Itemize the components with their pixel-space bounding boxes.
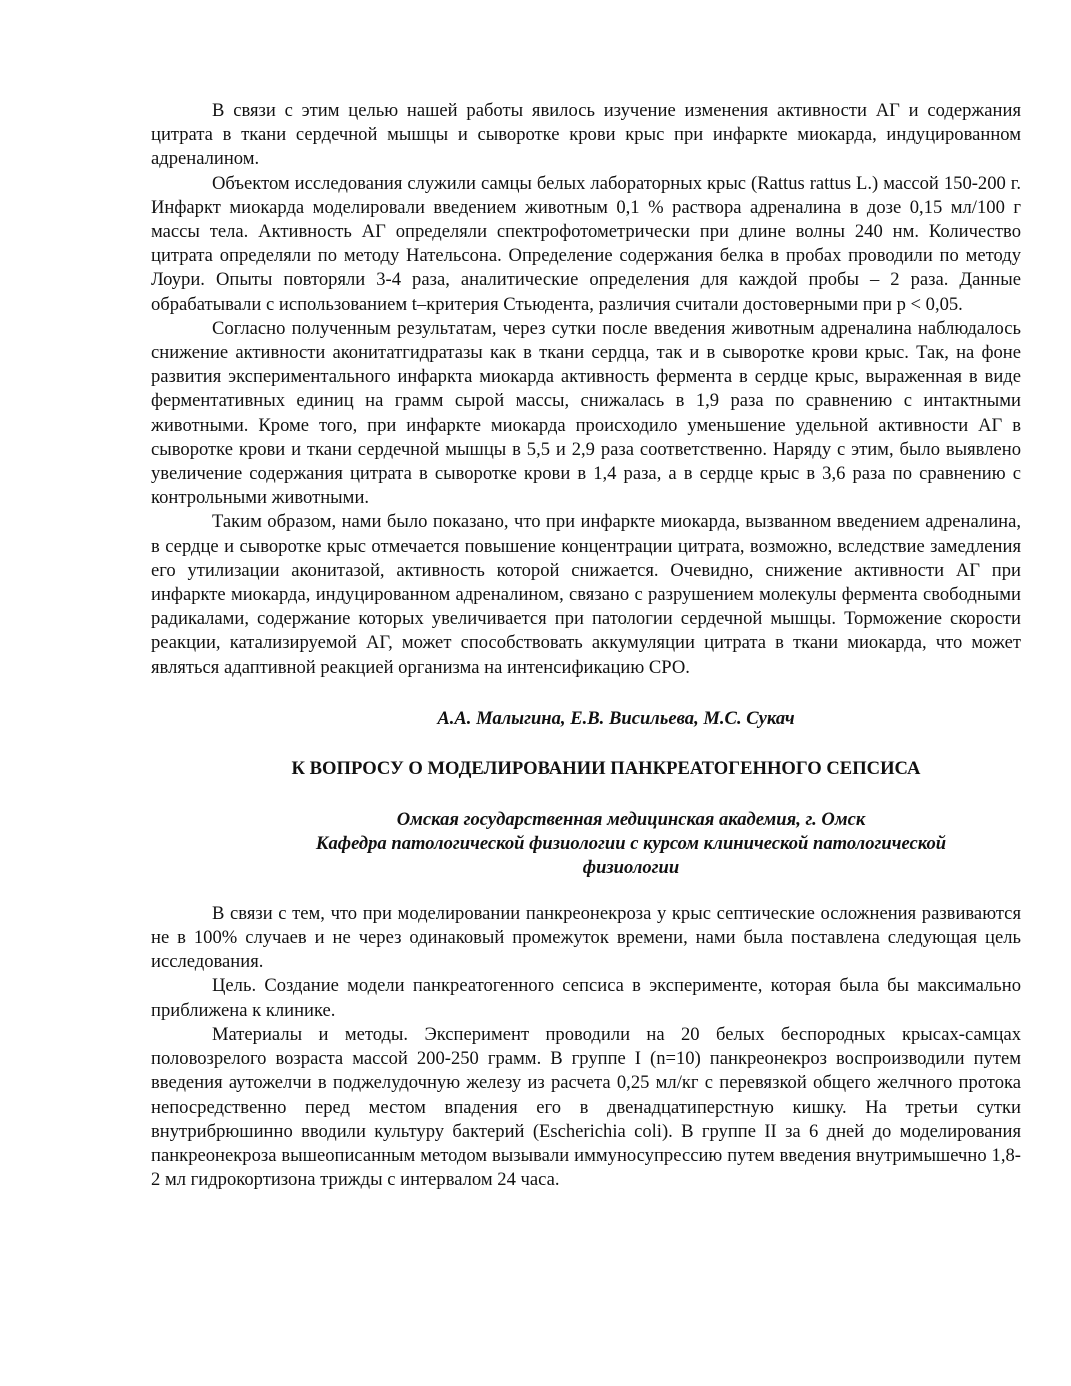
affiliation-department: Кафедра патологической физиологии с курсом клинической патологической	[315, 832, 947, 854]
paragraph-methods: Объектом исследования служили самцы белых лабораторных крыс (Rattus rattus L.) массой 150-200 г. Инфаркт миокарда моделировали введением животным 0,1 % раствора адреналина в дозе 0,15 мл/100 г массы тела. Активность АГ определяли спектрофотометрически при длине волны 240 нм. Количество цитрата определяли по методу Нательсона. Определение содержания белка в пробах проводили по методу Лоури. Опыты повторяли 3-4 раза, аналитические определения для каждой пробы – 2 раза. Данные обрабатывали с использованием t–критерия Стьюдента, различия считали достоверными при p < 0,05.	[151, 172, 1021, 315]
affiliation-department-cont: физиологии	[582, 856, 680, 878]
paragraph-results: Согласно полученным результатам, через сутки после введения животным адреналина наблюдалось снижение активности аконитатгидратазы как в ткани сердца, так и в сыворотке крови крыс. Так, на фоне развития экспериментального инфаркта миокарда активность фермента в сердце крыс, выраженная в виде ферментативных единиц на грамм сырой массы, снижалась в 1,9 раза по сравнению с интактными животными. Кроме того, при инфаркте миокарда происходило уменьшение удельной активности АГ в сыворотке крови и ткани сердечной мышцы в 5,5 и 2,9 раза соответственно. Наряду с этим, было выявлено увеличение содержания цитрата в сыворотке крови в 1,4 раза, а в сердце крыс в 3,6 раза по сравнению с контрольными животными.	[151, 317, 1021, 509]
article-title: К ВОПРОСУ О МОДЕЛИРОВАНИИ ПАНКРЕАТОГЕННОГО СЕПСИСА	[291, 757, 921, 779]
paragraph-aim: В связи с этим целью нашей работы явилось изучение изменения активности АГ и содержания цитрата в ткани сердечной мышцы и сыворотке крови крыс при инфаркте миокарда, индуцированном адреналином.	[151, 100, 1021, 170]
affiliation-institution: Омская государственная медицинская академия, г. Омск	[396, 808, 866, 830]
paragraph-conclusion: Таким образом, нами было показано, что при инфаркте миокарда, вызванном введением адреналина, в сердце и сыворотке крыс отмечается повышение концентрации цитрата, возможно, вследствие замедления его утилизации аконитазой, активность которой снижается. Очевидно, снижение активности АГ при инфаркте миокарда, индуцированном адреналином, связано с разрушением молекулы фермента свободными радикалами, содержание которых увеличивается при патологии сердечной мышцы. Торможение скорости реакции, катализируемой АГ, может способствовать аккумуляции цитрата в ткани миокарда, что может являться адаптивной реакцией организма на интенсификацию СРО.	[151, 511, 1021, 678]
paragraph-materials-methods: Материалы и методы. Эксперимент проводили на 20 белых беспородных крысах-самцах половозрелого возраста массой 200-250 грамм. В группе I (n=10) панкреонекроз воспроизводили путем введения аутожелчи в поджелудочную железу из расчета 0,25 мл/кг с перевязкой общего желчного протока непосредственно перед местом впадения его в двенадцатиперстную кишку. На третьи сутки внутрибрюшинно вводили культуру бактерий (Escherichia coli). В группе II за 6 дней до моделирования панкреонекроза вышеописанным методом вызывали иммуносупрессию путем введения внутримышечно 1,8-2 мл гидрокортизона трижды с интервалом 24 часа.	[151, 1023, 1021, 1191]
article-authors: А.А. Малыгина, Е.В. Висильева, М.С. Сукач	[437, 707, 795, 729]
article-affiliation	[151, 808, 1021, 880]
paragraph-goal: Цель. Создание модели панкреатогенного сепсиса в эксперименте, которая была бы максимально приближена к клинике.	[151, 975, 1021, 1021]
paragraph-intro: В связи с тем, что при моделировании панкреонекроза у крыс септические осложнения развиваются не в 100% случаев и не через одинаковый промежуток времени, нами была поставлена следующая цель исследования.	[151, 902, 1021, 973]
section-spacer	[151, 880, 1021, 902]
